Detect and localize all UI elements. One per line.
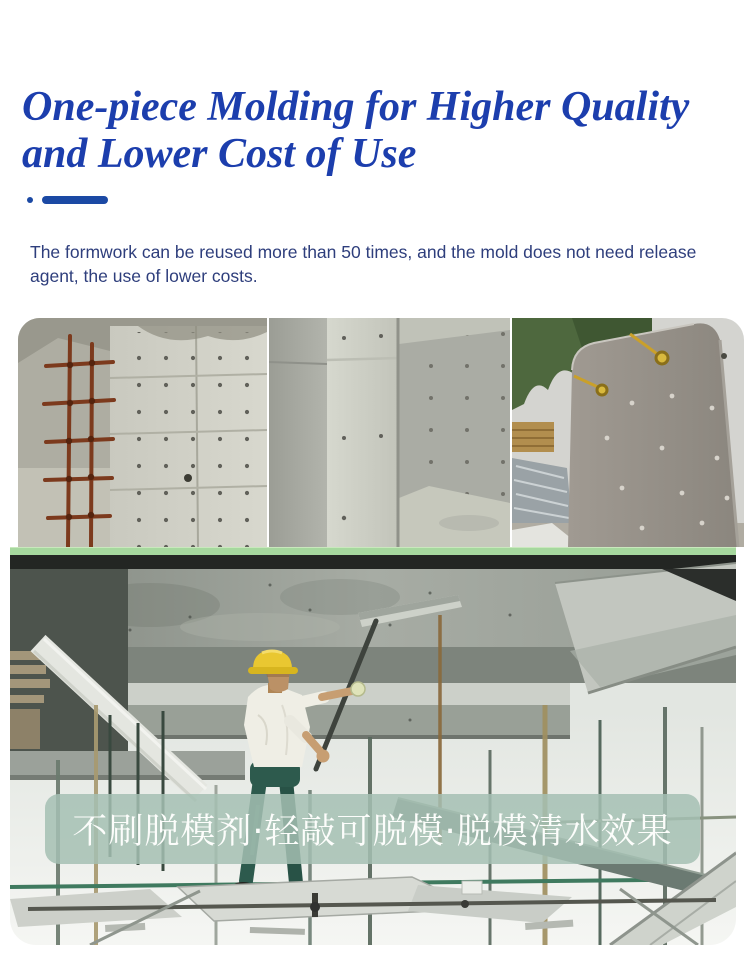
photo-concrete-wall-with-scaffolding [18,318,267,547]
page-title [0,0,744,178]
green-divider [10,547,736,555]
caption-text: 不刷脱模剂·轻敲可脱模·脱模清水效果 [72,812,673,852]
photo-interior-concrete-walls [269,318,510,547]
caption-banner [45,794,700,864]
photo-gallery [18,318,744,547]
page-title-line2: and Lower Cost of Use [22,131,417,177]
photo-precast-concrete-panel [512,318,744,547]
photo-worker-removing-formwork [10,555,736,945]
page-title-line1: One-piece Molding for Higher Quality [22,84,690,130]
heading-accent-divider [27,196,744,204]
accent-bar [42,196,108,204]
accent-dot [27,197,33,203]
intro-paragraph: The formwork can be reused more than 50 times, and the mold does not need release agent, the use of lower costs. [30,242,697,286]
